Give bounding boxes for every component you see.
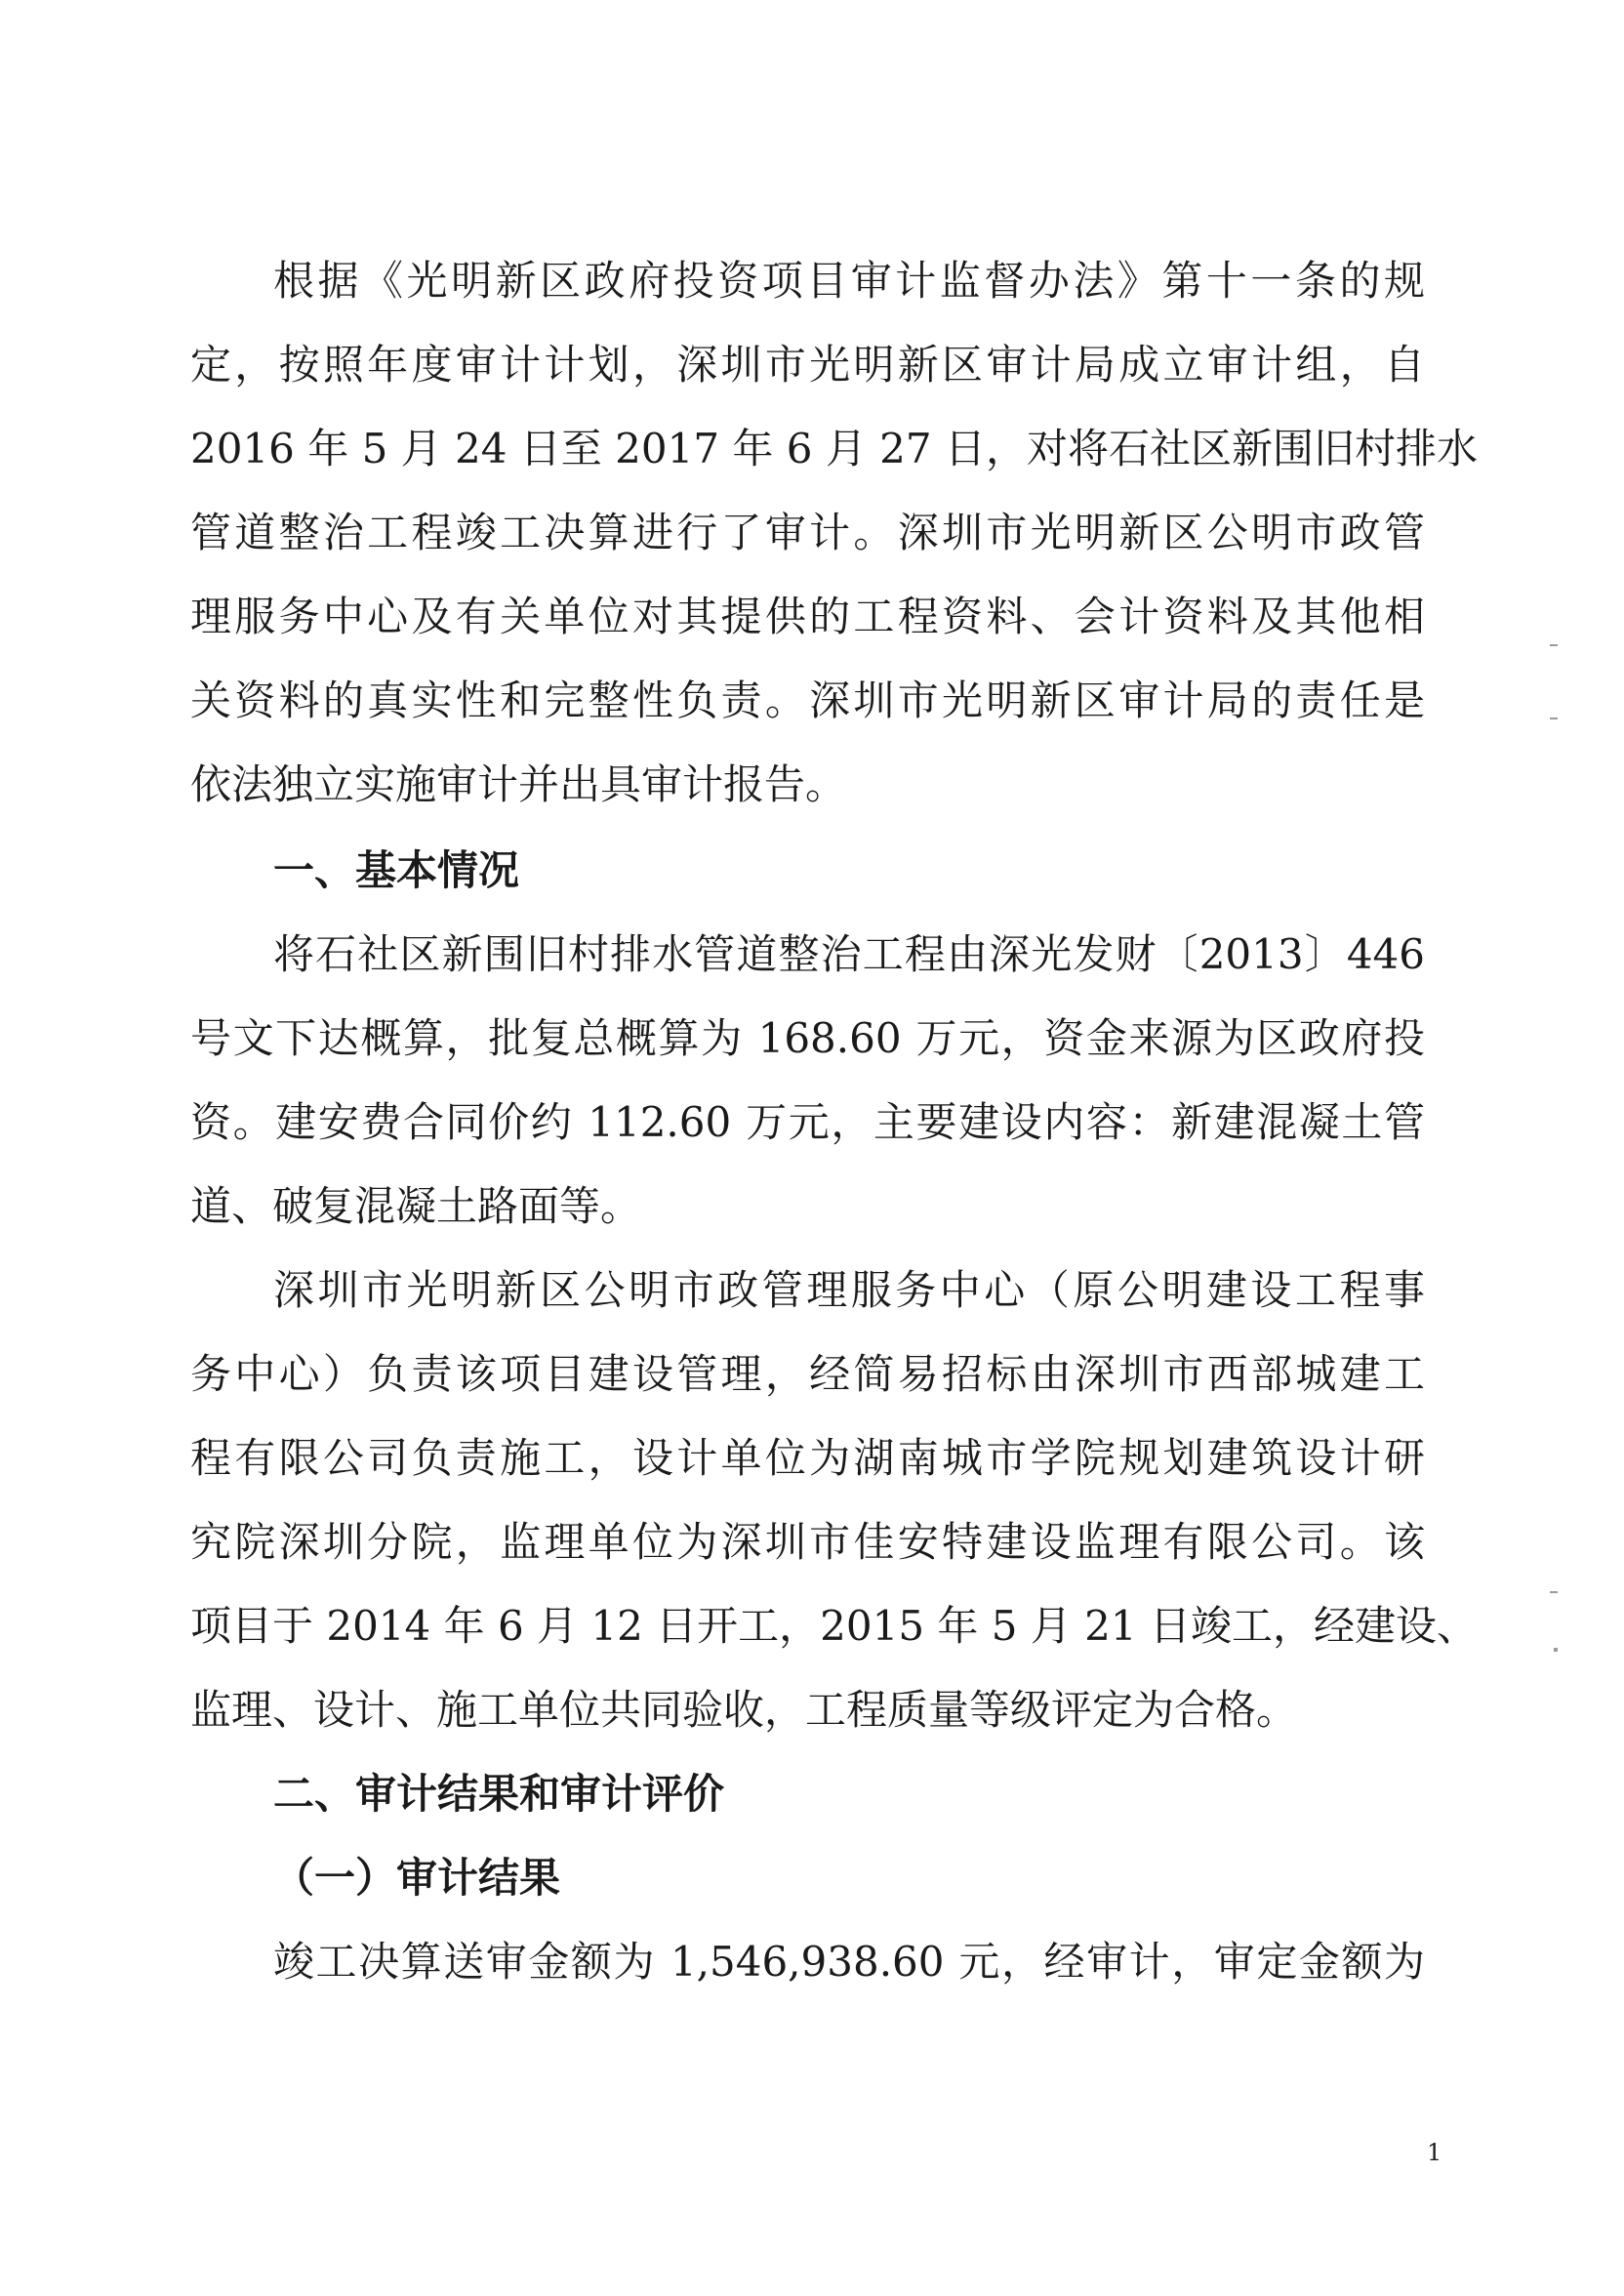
paragraph-1-line-7: 依法独立实施审计并出具审计报告。: [190, 760, 847, 808]
paragraph-1-line-3: 2016 年 5 月 24 日至 2017 年 6 月 27 日，对将石社区新围旧村排水: [190, 425, 1478, 472]
paragraph-2-line-1: 将石社区新围旧村排水管道整治工程由深光发财〔2013〕446: [273, 930, 1425, 978]
paragraph-2-line-4: 道、破复混凝土路面等。: [190, 1182, 642, 1230]
scan-artifact-mark: [1550, 1591, 1558, 1593]
paragraph-1-line-5: 理服务中心及有关单位对其提供的工程资料、会计资料及其他相: [190, 593, 1425, 640]
paragraph-3-line-6: 监理、设计、施工单位共同验收，工程质量等级评定为合格。: [190, 1686, 1298, 1734]
page-number: 1: [1427, 2139, 1442, 2166]
subsection-heading-audit-result: （一）审计结果: [273, 1854, 561, 1902]
paragraph-2-line-2: 号文下达概算，批复总概算为 168.60 万元，资金来源为区政府投: [190, 1014, 1425, 1062]
paragraph-3-line-2: 务中心）负责该项目建设管理，经简易招标由深圳市西部城建工: [190, 1350, 1425, 1398]
paragraph-3-line-5: 项目于 2014 年 6 月 12 日开工，2015 年 5 月 21 日竣工，经建设、: [190, 1602, 1478, 1650]
scan-artifact-mark: [1554, 1648, 1558, 1652]
paragraph-3-line-1: 深圳市光明新区公明市政管理服务中心（原公明建设工程事: [273, 1266, 1425, 1314]
paragraph-3-line-4: 究院深圳分院，监理单位为深圳市佳安特建设监理有限公司。该: [190, 1518, 1425, 1566]
paragraph-4-line-1: 竣工决算送审金额为 1,546,938.60 元，经审计，审定金额为: [273, 1938, 1425, 1986]
paragraph-1-line-6: 关资料的真实性和完整性负责。深圳市光明新区审计局的责任是: [190, 676, 1425, 724]
scan-artifact-mark: [1550, 718, 1558, 719]
paragraph-1-line-1: 根据《光明新区政府投资项目审计监督办法》第十一条的规: [273, 257, 1425, 305]
paragraph-3-line-3: 程有限公司负责施工，设计单位为湖南城市学院规划建筑设计研: [190, 1434, 1425, 1482]
paragraph-1-line-4: 管道整治工程竣工决算进行了审计。深圳市光明新区公明市政管: [190, 509, 1425, 556]
section-heading-audit-results: 二、审计结果和审计评价: [273, 1770, 725, 1818]
section-heading-basic-info: 一、基本情况: [273, 846, 520, 894]
scan-artifact-mark: [1550, 644, 1558, 646]
paragraph-1-line-2: 定，按照年度审计计划，深圳市光明新区审计局成立审计组，自: [190, 341, 1425, 389]
paragraph-2-line-3: 资。建安费合同价约 112.60 万元，主要建设内容：新建混凝土管: [190, 1098, 1425, 1146]
